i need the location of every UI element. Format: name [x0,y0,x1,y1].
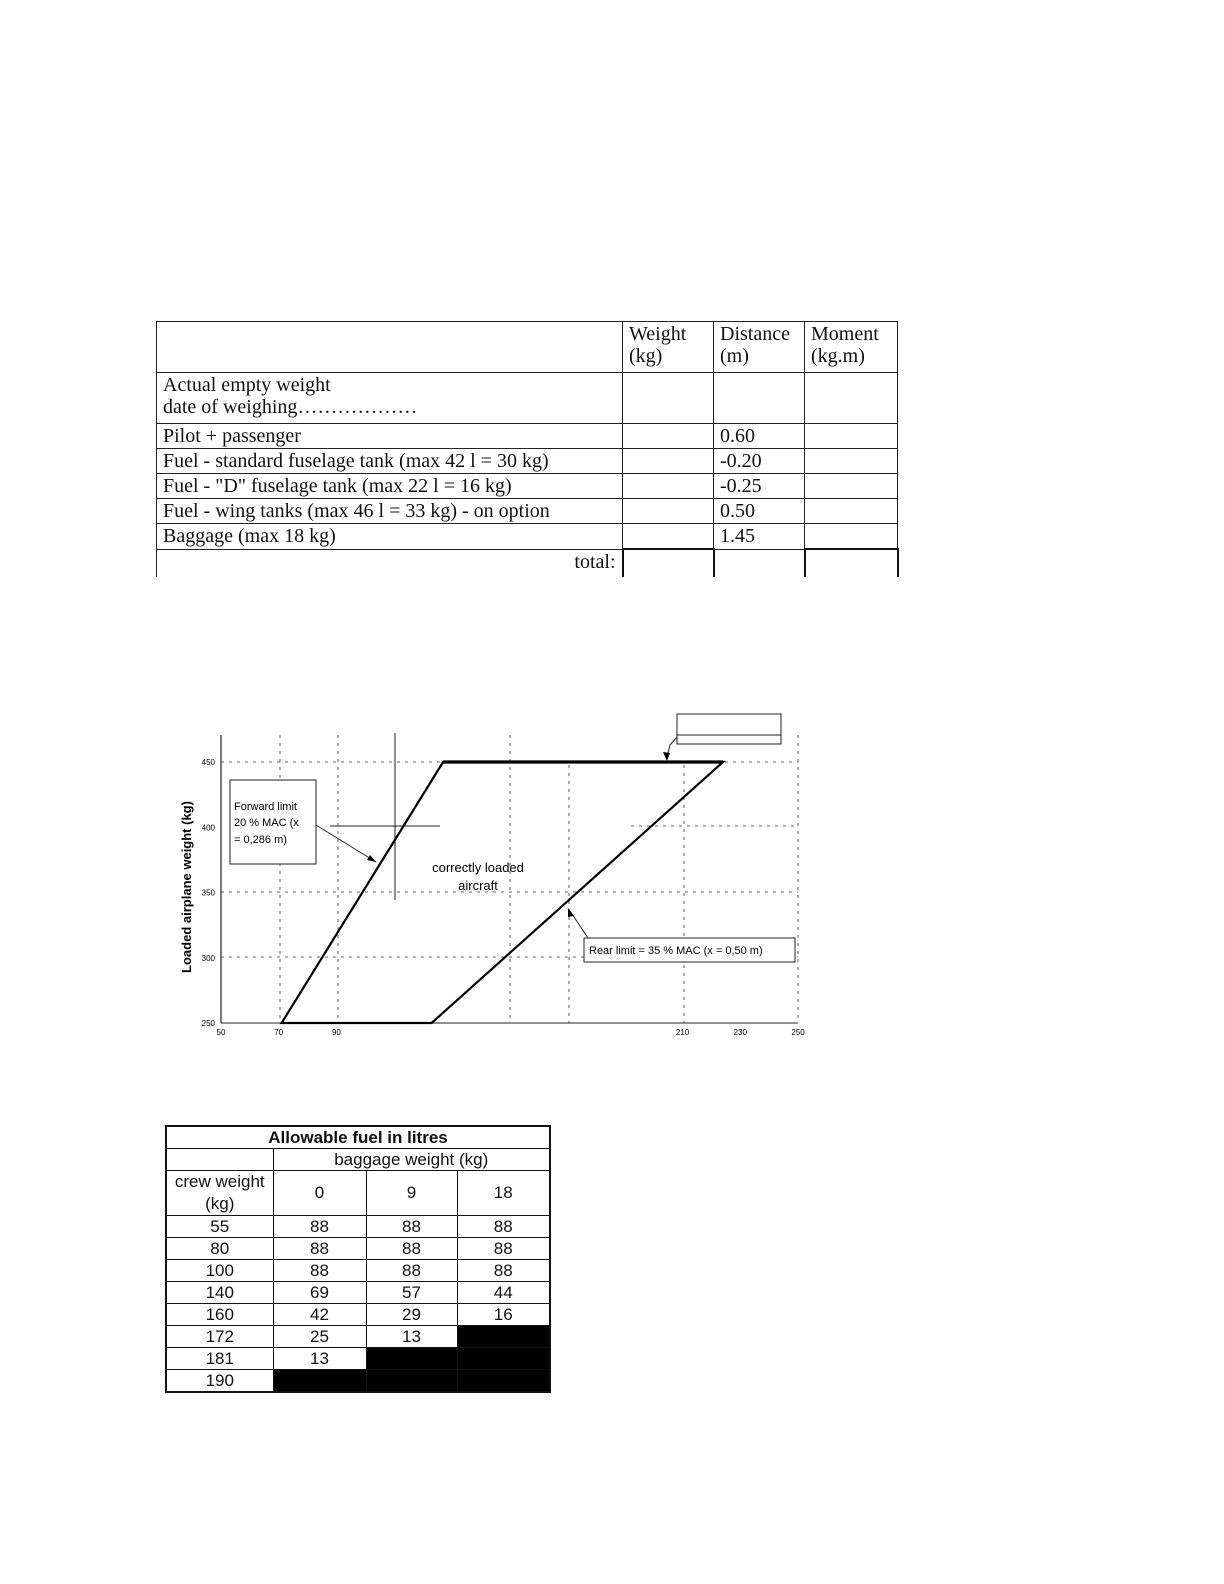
forward-crosshair [330,733,440,900]
fuel-row [166,1370,550,1393]
wb-header-blank [157,322,623,373]
forward-limit-line3: = 0,286 m) [234,834,287,846]
wb-row-label: Fuel - "D" fuselage tank (max 22 l = 16 kg) [157,474,623,499]
forward-limit-annotation [230,780,376,864]
cg-envelope-chart [170,705,820,1050]
fuel-cell: 69 [273,1282,366,1304]
chart-x-ticks [217,1028,806,1037]
fuel-cell: 57 [366,1282,457,1304]
fuel-cell-not-allowed [457,1348,550,1370]
wb-cell-moment[interactable] [805,424,898,449]
wb-cell-moment[interactable] [805,499,898,524]
fuel-cell-not-allowed [273,1370,366,1393]
wb-cell-weight[interactable] [623,524,714,550]
correctly-loaded-label-line1: correctly loaded [432,860,524,875]
wb-cell-moment[interactable] [805,449,898,474]
fuel-row [166,1238,550,1260]
baggage-col-0: 0 [273,1171,366,1216]
forward-limit-line1: Forward limit [234,801,297,813]
fuel-cell: 88 [457,1260,550,1282]
rear-limit-label: Rear limit = 35 % MAC (x = 0,50 m) [589,945,763,957]
wb-cell-distance: -0.20 [714,449,805,474]
wb-header-row [157,322,898,373]
baggage-weight-header: baggage weight (kg) [273,1149,550,1171]
wb-row [157,499,898,524]
wb-cell-weight[interactable] [623,373,714,424]
wb-total-label: total: [157,549,623,577]
wb-row [157,449,898,474]
crew-weight-cell: 160 [166,1304,273,1326]
baggage-col-9: 9 [366,1171,457,1216]
fuel-cell-not-allowed [366,1348,457,1370]
wb-row-label: Pilot + passenger [157,424,623,449]
crew-weight-cell: 55 [166,1216,273,1238]
fuel-cell: 13 [366,1326,457,1348]
wb-cell-distance: 1.45 [714,524,805,550]
fuel-cell: 88 [273,1260,366,1282]
crew-weight-cell: 172 [166,1326,273,1348]
y-tick-label: 350 [201,888,215,898]
wb-row [157,424,898,449]
rear-limit-annotation [568,908,795,962]
fuel-row [166,1282,550,1304]
x-tick-label: 70 [274,1028,284,1037]
crew-weight-cell: 80 [166,1238,273,1260]
fuel-table-title: Allowable fuel in litres [166,1126,550,1149]
crew-weight-cell: 190 [166,1370,273,1393]
fuel-row [166,1304,550,1326]
fuel-subheader-row [166,1149,550,1171]
x-tick-label: 210 [675,1028,690,1037]
wb-cell-moment[interactable] [805,474,898,499]
fuel-column-header-row [166,1171,550,1216]
fuel-row [166,1348,550,1370]
fuel-cell: 88 [457,1216,550,1238]
crew-weight-cell: 181 [166,1348,273,1370]
wb-header-moment: Moment (kg.m) [805,322,898,373]
wb-row-label: Fuel - standard fuselage tank (max 42 l = 30 kg) [157,449,623,474]
wb-total-row [157,549,898,577]
x-tick-label: 250 [791,1028,805,1037]
fuel-cell: 29 [366,1304,457,1326]
x-tick-label: 50 [216,1028,226,1037]
fuel-cell: 44 [457,1282,550,1304]
x-tick-label: 230 [733,1028,747,1037]
wb-row-empty-weight [157,373,898,424]
crew-weight-cell: 140 [166,1282,273,1304]
fuel-cell-not-allowed [366,1370,457,1393]
fuel-row [166,1216,550,1238]
wb-total-moment[interactable] [805,549,898,577]
fuel-cell: 88 [366,1238,457,1260]
fuel-title-row [166,1126,550,1149]
crew-weight-cell: 100 [166,1260,273,1282]
wb-cell-moment[interactable] [805,524,898,550]
wb-row [157,474,898,499]
fuel-cell: 25 [273,1326,366,1348]
wb-cell-distance: 0.60 [714,424,805,449]
weight-balance-table [156,321,899,577]
wb-cell-moment[interactable] [805,373,898,424]
cg-envelope [282,762,723,1023]
wb-cell-distance: 0.50 [714,499,805,524]
baggage-col-18: 18 [457,1171,550,1216]
chart-ylabel: Loaded airplane weight (kg) [179,801,194,973]
fuel-cell: 42 [273,1304,366,1326]
wb-header-weight: Weight (kg) [623,322,714,373]
wb-row-label: Fuel - wing tanks (max 46 l = 33 kg) - on option [157,499,623,524]
y-tick-label: 300 [201,953,215,963]
wb-cell-weight[interactable] [623,499,714,524]
wb-cell-distance: -0.25 [714,474,805,499]
wb-row [157,524,898,550]
wb-empty-weight-label: Actual empty weight date of weighing……………… [157,373,623,424]
fuel-cell: 88 [366,1216,457,1238]
wb-row-label: Baggage (max 18 kg) [157,524,623,550]
fuel-cell: 16 [457,1304,550,1326]
crew-weight-header: crew weight (kg) [166,1171,273,1216]
y-tick-label: 250 [201,1019,215,1028]
fuel-cell: 88 [273,1216,366,1238]
wb-header-distance: Distance (m) [714,322,805,373]
fuel-cell: 13 [273,1348,366,1370]
wb-total-weight[interactable] [623,549,714,577]
wb-cell-weight[interactable] [623,424,714,449]
y-tick-label: 400 [201,823,215,833]
fuel-cell-not-allowed [457,1326,550,1348]
max-weight-label-box [663,714,781,761]
fuel-row [166,1260,550,1282]
x-tick-label: 90 [331,1028,341,1037]
wb-cell-weight[interactable] [623,449,714,474]
chart-y-ticks [202,758,216,1028]
allowable-fuel-table [165,1125,551,1393]
fuel-subheader-blank [166,1149,273,1171]
wb-cell-weight[interactable] [623,474,714,499]
wb-cell-distance [714,373,805,424]
fuel-row [166,1326,550,1348]
fuel-cell: 88 [273,1238,366,1260]
fuel-cell: 88 [457,1238,550,1260]
wb-total-distance [714,549,805,577]
y-tick-label: 450 [201,758,215,767]
correctly-loaded-label-line2: aircraft [458,878,498,893]
fuel-cell-not-allowed [457,1370,550,1393]
fuel-cell: 88 [366,1260,457,1282]
forward-limit-line2: 20 % MAC (x [234,817,299,829]
